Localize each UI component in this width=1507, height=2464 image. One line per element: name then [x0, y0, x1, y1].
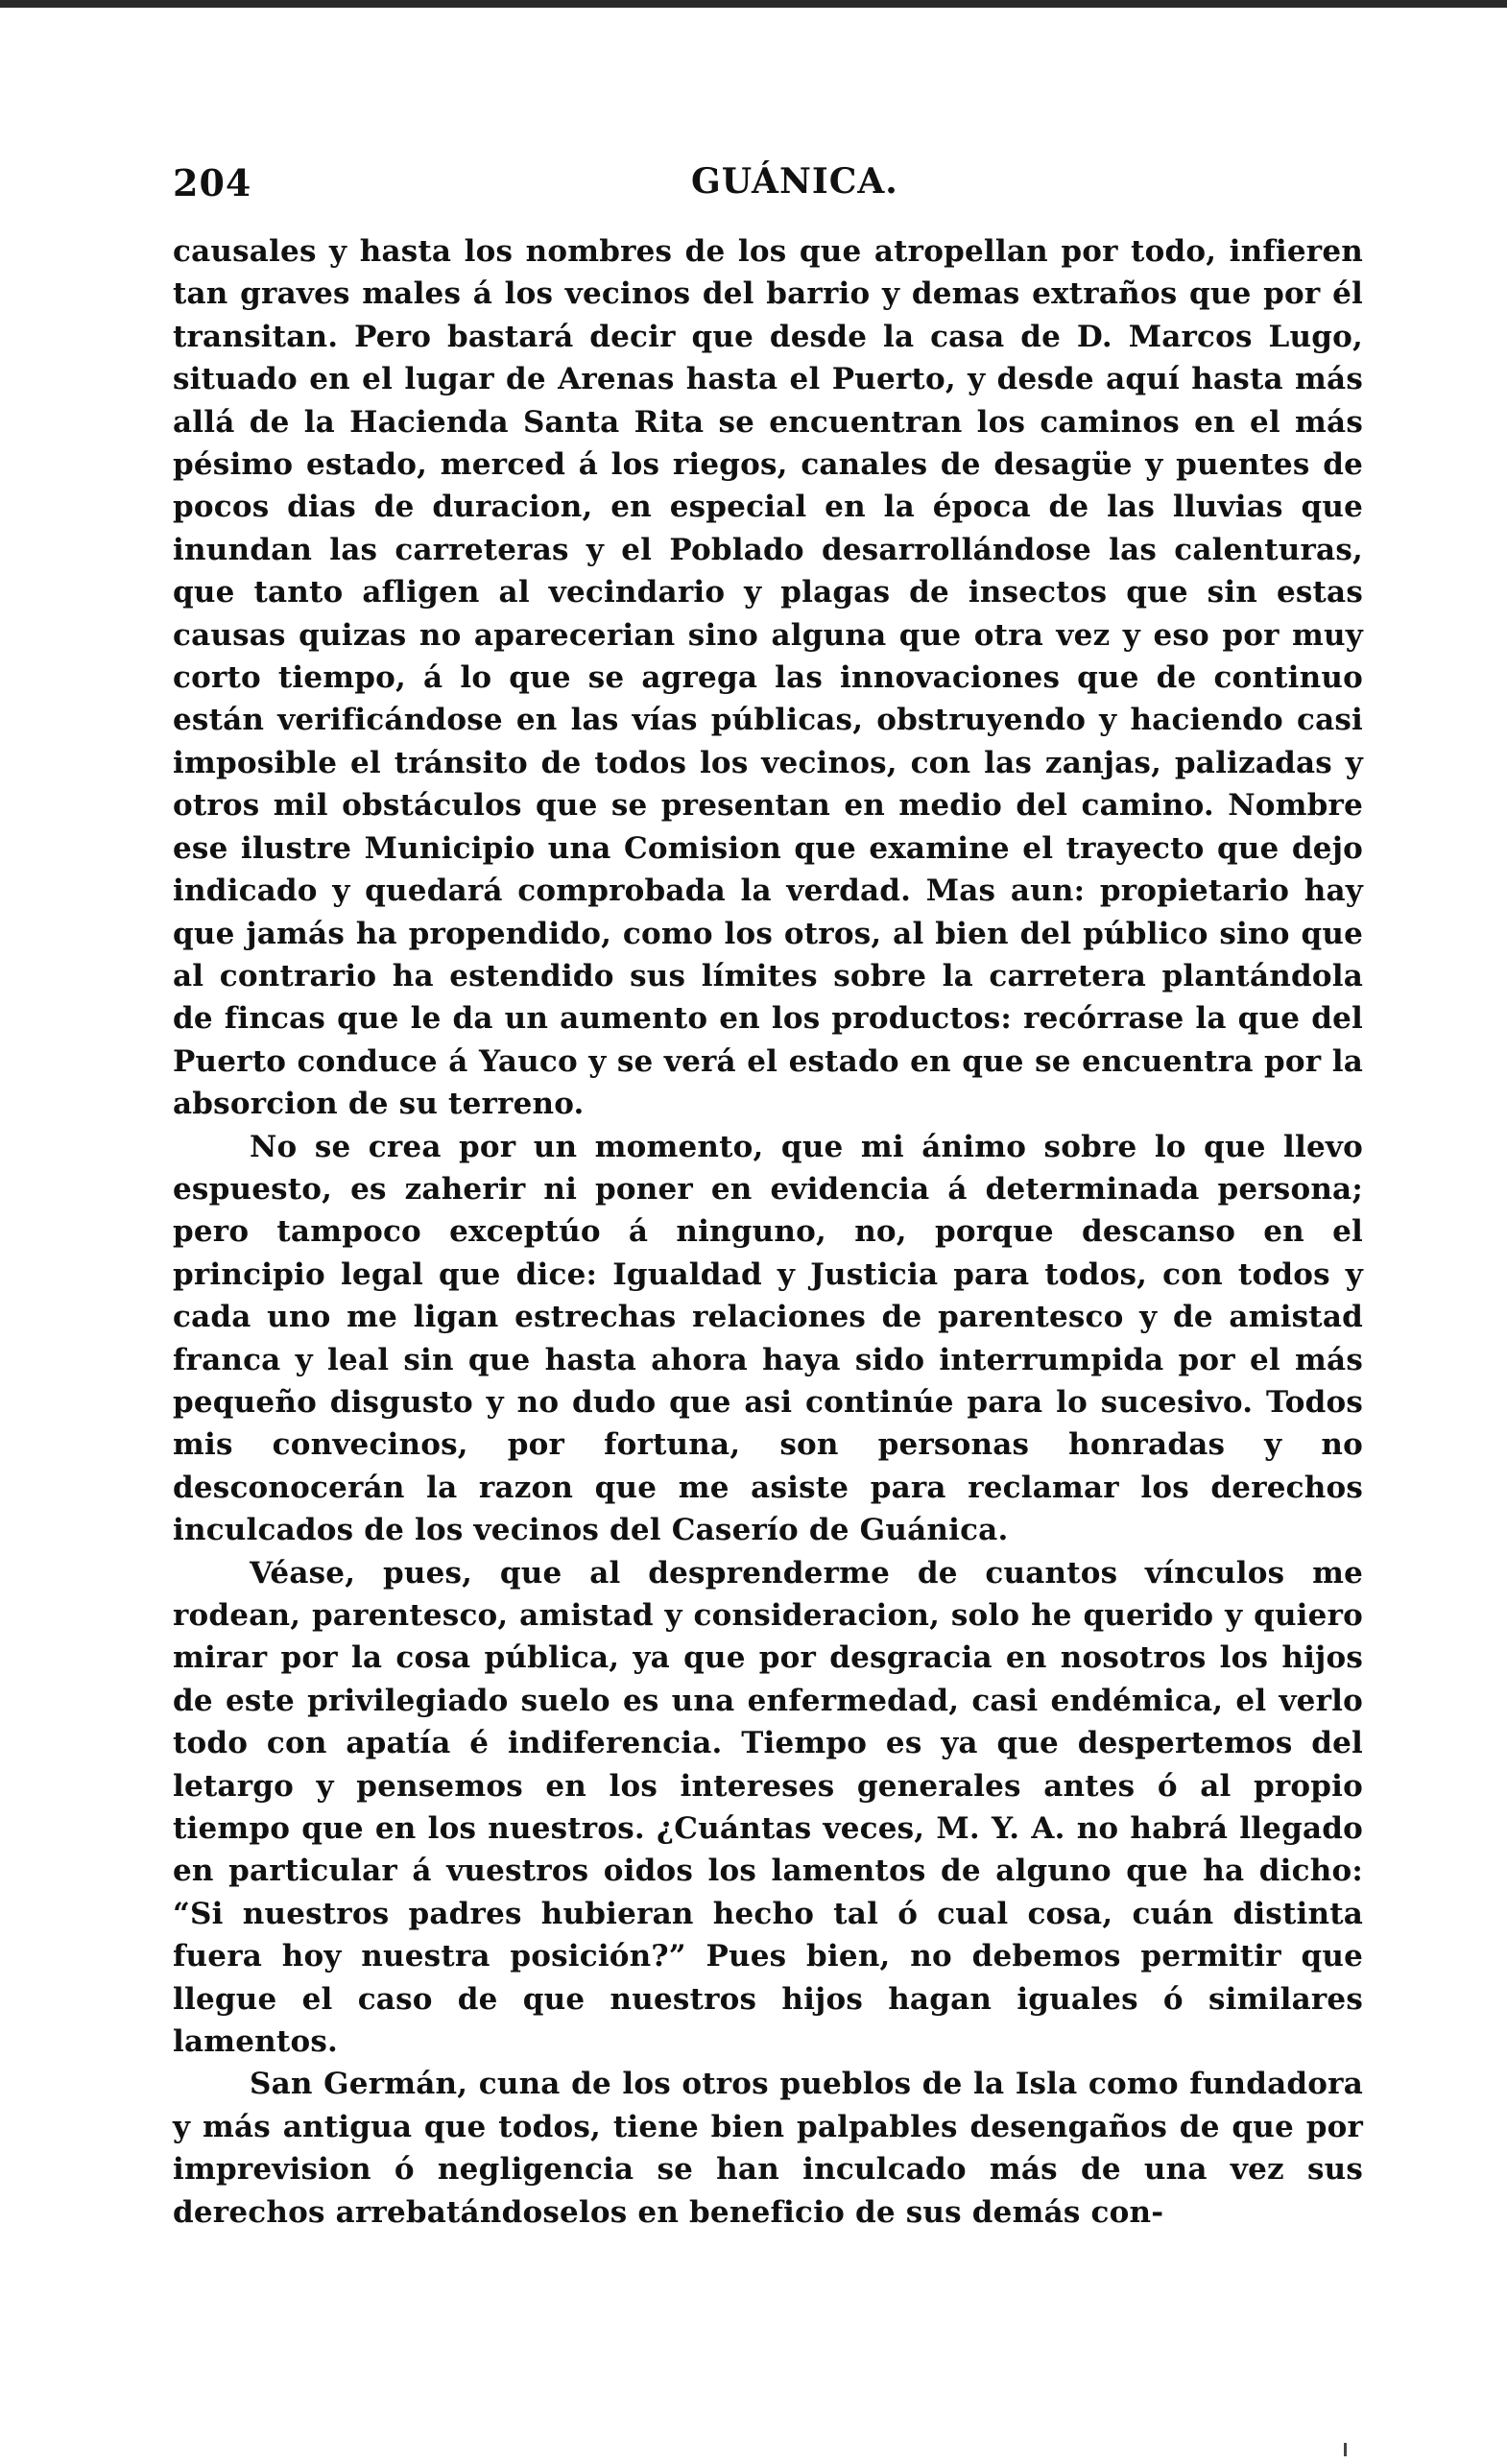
top-border	[0, 0, 1507, 8]
paragraph-2: No se crea por un momento, que mi ánimo sobre lo que llevo espuesto, es zaherir ni poner en evidencia á determinada persona; pero tampoco exceptúo á ninguno, no, porque descanso en el principio legal que dice: Igualdad y Justicia para todos, con todos y cada uno me ligan estrechas relaciones de parentesco y de amistad franca y leal sin que hasta ahora haya sido interrumpida por el más pequeño disgusto y no dudo que asi continúe para lo sucesivo. Todos mis convecinos, por fortuna, son personas honradas y no desconocerán la razon que me asiste para reclamar los derechos inculcados de los vecinos del Caserío de Guánica.	[173, 1129, 1363, 1548]
stray-ink-mark	[1344, 2443, 1347, 2456]
book-page	[173, 144, 1363, 2234]
running-header	[173, 144, 1363, 202]
page-number: 204	[173, 161, 252, 204]
body-text	[173, 230, 1363, 2234]
paragraph-3: Véase, pues, que al desprenderme de cuantos vínculos me rodean, parentesco, amistad y consideracion, solo he querido y quiero mirar por la cosa pública, ya que por desgracia en nosotros los hijos de este privilegiado suelo es una enfermedad, casi endémica, el verlo todo con apatía é indiferencia. Tiempo es ya que despertemos del letargo y pensemos en los intereses generales antes ó al propio tiempo que en los nuestros. ¿Cuántas veces, M. Y. A. no habrá llegado en particular á vuestros oidos los lamentos de alguno que ha dicho: “Si nuestros padres hubieran hecho tal ó cual cosa, cuán distinta fuera hoy nuestra posición?” Pues bien, no debemos permitir que llegue el caso de que nuestros hijos hagan iguales ó similares lamentos.	[173, 1555, 1363, 2060]
paragraph-4: San Germán, cuna de los otros pueblos de la Isla como fundadora y más antigua que todos, tiene bien palpables desengaños de que por imprevision ó negligencia se han inculcado más de una vez sus derechos arrebatándoselos en beneficio de sus demás con-	[173, 2067, 1363, 2230]
paragraph-1: causales y hasta los nombres de los que atropellan por todo, infieren tan graves males á los vecinos del barrio y demas extraños que por él transitan. Pero bastará decir que desde la casa de D. Marcos Lugo, situado en el lugar de Arenas hasta el Puerto, y desde aquí hasta más allá de la Hacienda Santa Rita se encuentran los caminos en el más pésimo estado, merced á los riegos, canales de desagüe y puentes de pocos dias de duracion, en especial en la época de las lluvias que inundan las carreteras y el Poblado desarrollándose las calenturas, que tanto afligen al vecindario y plagas de insectos que sin estas causas quizas no aparecerian sino alguna que otra vez y eso por muy corto tiempo, á lo que se agrega las innovaciones que de continuo están verificándose en las vías públicas, obstruyendo y haciendo casi imposible el tránsito de todos los vecinos, con las zanjas, palizadas y otros mil obstáculos que se presentan en medio del camino. Nombre ese ilustre Municipio una Comision que examine el trayecto que dejo indicado y quedará comprobada la verdad. Mas aun: propietario hay que jamás ha propendido, como los otros, al bien del público sino que al contrario ha estendido sus límites sobre la carretera plantándola de fincas que le da un aumento en los productos: recórrase la que del Puerto conduce á Yauco y se verá el estado en que se encuentra por la absorcion de su terreno.	[173, 234, 1363, 1122]
running-title: GUÁNICA.	[691, 161, 898, 202]
